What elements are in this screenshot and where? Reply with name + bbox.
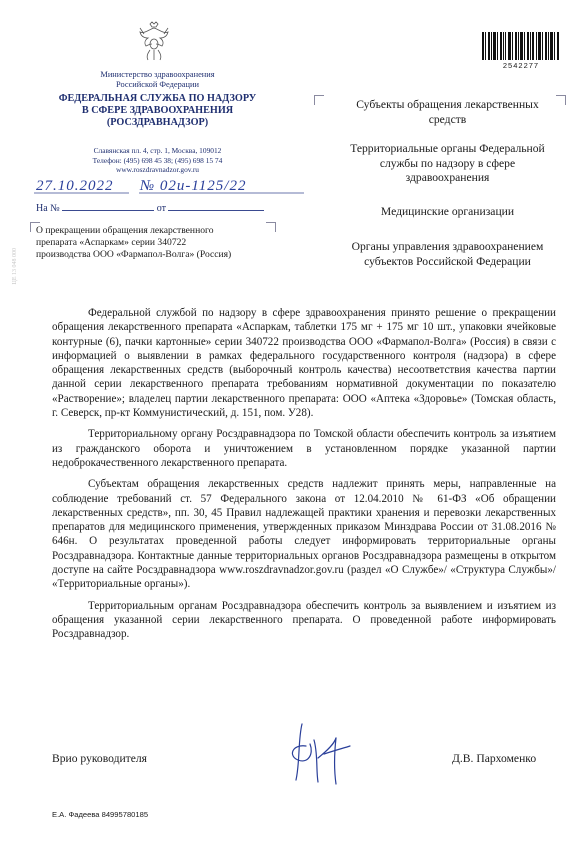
subject-line-2: препарата «Аспаркам» серии 340722 (36, 237, 187, 249)
agency-website: www.roszdravnadzor.gov.ru (116, 165, 199, 175)
agency-contacts (40, 146, 275, 175)
body-paragraph-2: Территориальному органу Росздравнадзора по Томской области обеспечить контроль за изъятием из гражданского оборота и уничтожением в установленном порядке указанной партии недоброкачественного лекарственного препарата. (52, 428, 556, 469)
agency-line-3: (РОСЗДРАВНАДЗОР) (106, 117, 209, 128)
handwritten-date: 27.10.2022 (36, 178, 114, 194)
barcode-icon (482, 32, 560, 60)
reference-line (36, 201, 264, 214)
addressee-4: Органы управления здравоохранением субъектов Российской Федерации (351, 240, 544, 268)
addressee-corner-right (556, 95, 566, 105)
agency-address: Славянская пл. 4, стр. 1, Москва, 109012 (93, 146, 222, 155)
addressee-2: Территориальные органы Федеральной службы по надзору в сфере здравоохранения (350, 142, 545, 184)
addressee-1: Субъекты обращения лекарственных средств (356, 98, 539, 126)
from-blank (168, 201, 264, 211)
margin-note: ЦЕ 13 048 000 (12, 248, 18, 285)
ministry-name (60, 70, 255, 90)
ministry-line-1: Министерство здравоохранения (100, 70, 215, 79)
on-ref-blank (62, 201, 154, 211)
on-ref-label: На № (36, 203, 60, 214)
handwritten-signature (284, 710, 364, 790)
letter-body (52, 306, 556, 649)
from-label: от (156, 203, 166, 214)
addressee-corner-left (314, 95, 324, 105)
document-number: 02и-1125/22 (159, 178, 247, 194)
body-paragraph-4: Территориальным органам Росздравнадзора обеспечить контроль за выявлением и изъятием из обращения указанной серии лекарственного препарата. О проведенной работе информировать Росздравнадзор. (52, 599, 556, 641)
signatory-role: Врио руководителя (52, 752, 148, 765)
body-paragraph-3: Субъектам обращения лекарственных средств надлежит принять меры, направленные на соблюдение требований ст. 57 Федерального закона от 12.04.2010 № 61-ФЗ «Об обращении лекарственных средств», пп. 30, 45 Правил надлежащей практики хранения и перевозки лекарственных препаратов для медицинского применения, утвержденных приказом Минздрава России от 31.08.2016 № 646н. О результатах проведенной работы следует информировать территориальные органы Росздравнадзора. Контактные данные территориальных органов Росздравнадзора размещены в открытом доступе на сайте Росздравнадзора www.roszdravnadzor.gov.ru (раздел «О Службе»/ «Структура Службы»/ «Территориальные органы»). (52, 478, 556, 591)
document-subject (36, 225, 276, 262)
signatory-name: Д.В. Пархоменко (452, 752, 537, 765)
subject-line-3: производства ООО «Фармапол-Волга» (Россия) (36, 249, 232, 261)
barcode-number: 2542277 (502, 61, 540, 70)
number-sign: № (140, 178, 156, 194)
subject-line-1: О прекращении обращения лекарственного (36, 225, 214, 236)
agency-phone: Телефон: (495) 698 45 38; (495) 698 15 74 (92, 155, 223, 165)
agency-name (40, 93, 275, 129)
addressee-3: Медицинские организации (380, 205, 515, 218)
state-emblem-icon (136, 20, 172, 64)
agency-line-2: В СФЕРЕ ЗДРАВООХРАНЕНИЯ (81, 105, 234, 116)
handwritten-number (140, 178, 246, 195)
body-paragraph-1: Федеральной службой по надзору в сфере здравоохранения принято решение о прекращении обращения лекарственного препарата «Аспаркам, таблетки 175 мг + 175 мг 10 шт., упаковки ячейковые контурные (6), пачки картонные» серии 340722 производства ООО «Фармапол-Волга» (Россия) в связи с информацией о выявлении в рамках федерального государственного контроля (надзора) в сфере обращения лекарственных средств (выборочный контроль качества) несоответствия качества партии данной серии лекарственного препарата требованиям нормативной документации по показателю «Растворение»; владелец партии лекарственного препарата: ООО «Аптека «Здоровье» (Томская область, г. Северск, пр-кт Коммунистический, д. 151, пом. У28). (52, 307, 556, 420)
agency-line-1: ФЕДЕРАЛЬНАЯ СЛУЖБА ПО НАДЗОРУ (58, 93, 257, 104)
ministry-line-2: Российской Федерации (116, 80, 199, 89)
executor-info: Е.А. Фадеева 84995780185 (52, 810, 149, 819)
